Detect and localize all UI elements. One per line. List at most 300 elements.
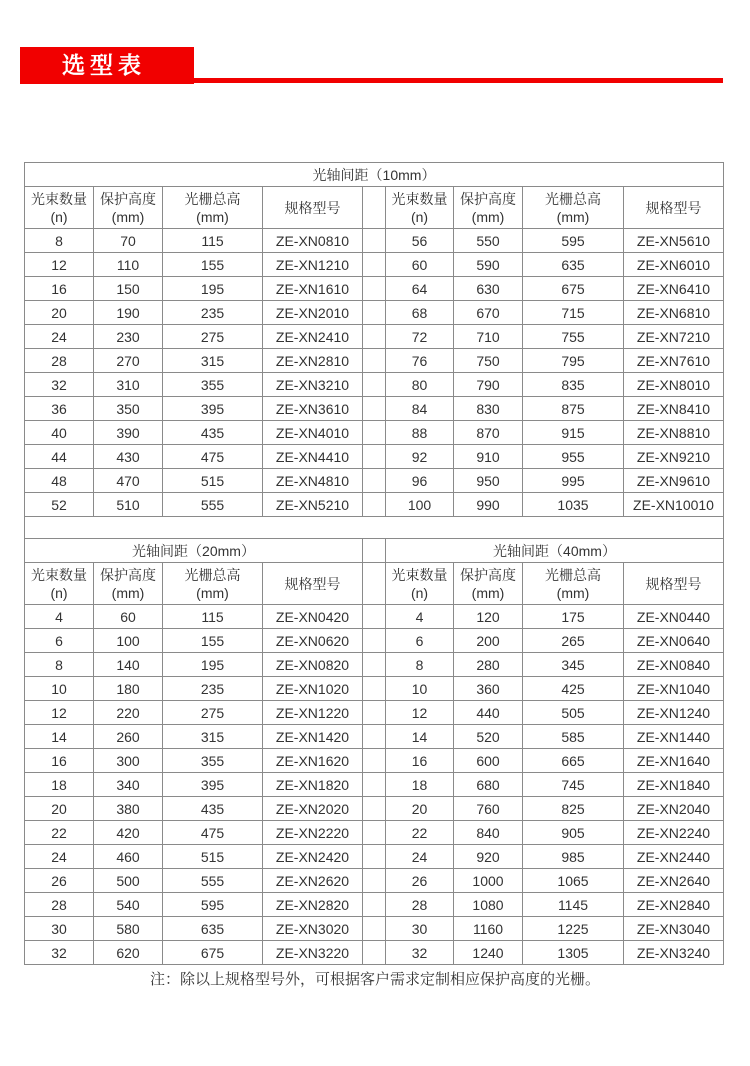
- header-total-height: [523, 187, 624, 229]
- header-model: [624, 563, 724, 605]
- header-model: [263, 187, 363, 229]
- total-height-cell: 155: [163, 629, 263, 653]
- header-label: 光栅总高: [184, 190, 241, 207]
- table-row: [25, 677, 724, 701]
- table-row: [25, 845, 724, 869]
- gap-cell: [363, 373, 386, 397]
- beam-count-cell: 72: [386, 325, 454, 349]
- header-label: 光栅总高: [184, 566, 241, 583]
- table-row: [25, 797, 724, 821]
- total-height-cell: 435: [163, 421, 263, 445]
- beam-count-cell: 30: [386, 917, 454, 941]
- protect-height-cell: 470: [94, 469, 163, 493]
- protect-height-cell: 190: [94, 301, 163, 325]
- table-row: [25, 701, 724, 725]
- beam-count-cell: 10: [25, 677, 94, 701]
- model-cell: ZE-XN2410: [263, 325, 363, 349]
- section-row-10mm: [25, 163, 724, 187]
- gap-cell: [363, 277, 386, 301]
- total-height-cell: 635: [523, 253, 624, 277]
- model-cell: ZE-XN8810: [624, 421, 724, 445]
- beam-count-cell: 22: [25, 821, 94, 845]
- beam-count-cell: 20: [386, 797, 454, 821]
- table-row: [25, 325, 724, 349]
- protect-height-cell: 950: [454, 469, 523, 493]
- spacer-cell: [25, 517, 724, 539]
- section-title-40mm: 光轴间距（40mm）: [386, 539, 724, 563]
- gap-cell: [363, 773, 386, 797]
- beam-count-cell: 10: [386, 677, 454, 701]
- gap-cell: [363, 821, 386, 845]
- beam-count-cell: 4: [386, 605, 454, 629]
- protect-height-cell: 990: [454, 493, 523, 517]
- total-height-cell: 1305: [523, 941, 624, 965]
- gap-cell: [363, 749, 386, 773]
- model-cell: ZE-XN2010: [263, 301, 363, 325]
- beam-count-cell: 56: [386, 229, 454, 253]
- total-height-cell: 115: [163, 605, 263, 629]
- total-height-cell: 795: [523, 349, 624, 373]
- total-height-cell: 195: [163, 653, 263, 677]
- header-unit: (mm): [196, 208, 229, 225]
- total-height-cell: 395: [163, 773, 263, 797]
- model-cell: ZE-XN2040: [624, 797, 724, 821]
- protect-height-cell: 140: [94, 653, 163, 677]
- header-label: 规格型号: [645, 575, 702, 592]
- model-cell: ZE-XN1820: [263, 773, 363, 797]
- model-cell: ZE-XN2020: [263, 797, 363, 821]
- protect-height-cell: 380: [94, 797, 163, 821]
- header-unit: (mm): [471, 584, 505, 601]
- header-unit: (mm): [196, 584, 229, 601]
- gap-cell: [363, 187, 386, 229]
- gap-cell: [363, 869, 386, 893]
- protect-height-cell: 870: [454, 421, 523, 445]
- model-cell: ZE-XN0810: [263, 229, 363, 253]
- protect-height-cell: 510: [94, 493, 163, 517]
- beam-count-cell: 12: [386, 701, 454, 725]
- gap-cell: [363, 349, 386, 373]
- gap-cell: [363, 653, 386, 677]
- gap-cell: [363, 229, 386, 253]
- model-cell: ZE-XN5610: [624, 229, 724, 253]
- header-label: 规格型号: [284, 575, 341, 592]
- header-label: 保护高度: [460, 566, 516, 583]
- gap-cell: [363, 725, 386, 749]
- total-height-cell: 175: [523, 605, 624, 629]
- protect-height-cell: 620: [94, 941, 163, 965]
- model-cell: ZE-XN2420: [263, 845, 363, 869]
- total-height-cell: 675: [163, 941, 263, 965]
- protect-height-cell: 390: [94, 421, 163, 445]
- beam-count-cell: 12: [25, 701, 94, 725]
- table-row: [25, 653, 724, 677]
- header-unit: (mm): [111, 584, 145, 601]
- total-height-cell: 475: [163, 445, 263, 469]
- protect-height-cell: 60: [94, 605, 163, 629]
- beam-count-cell: 80: [386, 373, 454, 397]
- gap-cell: [363, 301, 386, 325]
- total-height-cell: 505: [523, 701, 624, 725]
- protect-height-cell: 430: [94, 445, 163, 469]
- beam-count-cell: 36: [25, 397, 94, 421]
- total-height-cell: 315: [163, 349, 263, 373]
- model-cell: ZE-XN3220: [263, 941, 363, 965]
- model-cell: ZE-XN4010: [263, 421, 363, 445]
- header-model: [624, 187, 724, 229]
- header-unit: (n): [50, 208, 68, 225]
- model-cell: ZE-XN4810: [263, 469, 363, 493]
- protect-height-cell: 420: [94, 821, 163, 845]
- protect-height-cell: 540: [94, 893, 163, 917]
- model-cell: ZE-XN2820: [263, 893, 363, 917]
- gap-cell: [363, 677, 386, 701]
- header-label: 规格型号: [284, 199, 341, 216]
- gap-cell: [363, 629, 386, 653]
- beam-count-cell: 24: [386, 845, 454, 869]
- beam-count-cell: 84: [386, 397, 454, 421]
- total-height-cell: 875: [523, 397, 624, 421]
- model-cell: ZE-XN0420: [263, 605, 363, 629]
- header-label: 保护高度: [460, 190, 516, 207]
- beam-count-cell: 8: [386, 653, 454, 677]
- header-unit: (mm): [111, 208, 145, 225]
- beam-count-cell: 14: [25, 725, 94, 749]
- model-cell: ZE-XN2640: [624, 869, 724, 893]
- protect-height-cell: 1240: [454, 941, 523, 965]
- beam-count-cell: 28: [25, 349, 94, 373]
- total-height-cell: 715: [523, 301, 624, 325]
- model-cell: ZE-XN1620: [263, 749, 363, 773]
- beam-count-cell: 88: [386, 421, 454, 445]
- header-label: 光束数量: [391, 566, 448, 583]
- gap-cell: [363, 701, 386, 725]
- beam-count-cell: 92: [386, 445, 454, 469]
- protect-height-cell: 260: [94, 725, 163, 749]
- protect-height-cell: 280: [454, 653, 523, 677]
- total-height-cell: 345: [523, 653, 624, 677]
- protect-height-cell: 310: [94, 373, 163, 397]
- protect-height-cell: 1160: [454, 917, 523, 941]
- gap-cell: [363, 421, 386, 445]
- total-height-cell: 915: [523, 421, 624, 445]
- header-beam-count: [386, 563, 454, 605]
- total-height-cell: 1065: [523, 869, 624, 893]
- protect-height-cell: 230: [94, 325, 163, 349]
- protect-height-cell: 360: [454, 677, 523, 701]
- total-height-cell: 115: [163, 229, 263, 253]
- section-title-20mm: 光轴间距（20mm）: [25, 539, 363, 563]
- beam-count-cell: 32: [25, 373, 94, 397]
- total-height-cell: 905: [523, 821, 624, 845]
- beam-count-cell: 4: [25, 605, 94, 629]
- beam-count-cell: 6: [25, 629, 94, 653]
- beam-count-cell: 16: [386, 749, 454, 773]
- header-row: [25, 563, 724, 605]
- model-cell: ZE-XN5210: [263, 493, 363, 517]
- total-height-cell: 235: [163, 301, 263, 325]
- beam-count-cell: 26: [386, 869, 454, 893]
- beam-count-cell: 44: [25, 445, 94, 469]
- header-beam-count: [25, 187, 94, 229]
- table-row: [25, 749, 724, 773]
- model-cell: ZE-XN7610: [624, 349, 724, 373]
- table-row: [25, 301, 724, 325]
- beam-count-cell: 14: [386, 725, 454, 749]
- total-height-cell: 745: [523, 773, 624, 797]
- page-title: 选型表: [20, 47, 194, 84]
- model-cell: ZE-XN0820: [263, 653, 363, 677]
- total-height-cell: 355: [163, 749, 263, 773]
- model-cell: ZE-XN1220: [263, 701, 363, 725]
- protect-height-cell: 220: [94, 701, 163, 725]
- total-height-cell: 475: [163, 821, 263, 845]
- gap-cell: [363, 325, 386, 349]
- header-total-height: [163, 563, 263, 605]
- protect-height-cell: 750: [454, 349, 523, 373]
- beam-count-cell: 28: [386, 893, 454, 917]
- beam-count-cell: 18: [25, 773, 94, 797]
- model-cell: ZE-XN4410: [263, 445, 363, 469]
- protect-height-cell: 300: [94, 749, 163, 773]
- table-row: [25, 277, 724, 301]
- header-protect-height: [94, 187, 163, 229]
- model-cell: ZE-XN3610: [263, 397, 363, 421]
- protect-height-cell: 920: [454, 845, 523, 869]
- beam-count-cell: 24: [25, 325, 94, 349]
- beam-count-cell: 20: [25, 797, 94, 821]
- protect-height-cell: 460: [94, 845, 163, 869]
- model-cell: ZE-XN2840: [624, 893, 724, 917]
- gap-cell: [363, 845, 386, 869]
- header-beam-count: [386, 187, 454, 229]
- total-height-cell: 755: [523, 325, 624, 349]
- beam-count-cell: 68: [386, 301, 454, 325]
- header-protect-height: [94, 563, 163, 605]
- table-row: [25, 605, 724, 629]
- beam-count-cell: 22: [386, 821, 454, 845]
- protect-height-cell: 440: [454, 701, 523, 725]
- header-row: [25, 187, 724, 229]
- total-height-cell: 585: [523, 725, 624, 749]
- model-cell: ZE-XN2810: [263, 349, 363, 373]
- model-cell: ZE-XN0840: [624, 653, 724, 677]
- beam-count-cell: 52: [25, 493, 94, 517]
- selection-table: [24, 162, 724, 965]
- beam-count-cell: 30: [25, 917, 94, 941]
- protect-height-cell: 520: [454, 725, 523, 749]
- gap-cell: [363, 469, 386, 493]
- gap-cell: [363, 563, 386, 605]
- footnote: 注：除以上规格型号外，可根据客户需求定制相应保护高度的光栅。: [149, 971, 600, 988]
- beam-count-cell: 32: [25, 941, 94, 965]
- beam-count-cell: 76: [386, 349, 454, 373]
- protect-height-cell: 790: [454, 373, 523, 397]
- table-row: [25, 469, 724, 493]
- total-height-cell: 275: [163, 325, 263, 349]
- model-cell: ZE-XN0440: [624, 605, 724, 629]
- beam-count-cell: 60: [386, 253, 454, 277]
- gap-cell: [363, 445, 386, 469]
- total-height-cell: 985: [523, 845, 624, 869]
- model-cell: ZE-XN2240: [624, 821, 724, 845]
- table-row: [25, 445, 724, 469]
- beam-count-cell: 48: [25, 469, 94, 493]
- header-unit: (n): [50, 584, 68, 601]
- total-height-cell: 195: [163, 277, 263, 301]
- table-row: [25, 493, 724, 517]
- total-height-cell: 265: [523, 629, 624, 653]
- total-height-cell: 665: [523, 749, 624, 773]
- gap-cell: [363, 605, 386, 629]
- total-height-cell: 425: [523, 677, 624, 701]
- beam-count-cell: 26: [25, 869, 94, 893]
- spacer-row: [25, 517, 724, 539]
- model-cell: ZE-XN1440: [624, 725, 724, 749]
- protect-height-cell: 350: [94, 397, 163, 421]
- gap-cell: [363, 797, 386, 821]
- beam-count-cell: 16: [25, 277, 94, 301]
- table-row: [25, 821, 724, 845]
- model-cell: ZE-XN9610: [624, 469, 724, 493]
- model-cell: ZE-XN1840: [624, 773, 724, 797]
- header-unit: (mm): [556, 208, 590, 225]
- protect-height-cell: 670: [454, 301, 523, 325]
- model-cell: ZE-XN0640: [624, 629, 724, 653]
- beam-count-cell: 12: [25, 253, 94, 277]
- beam-count-cell: 18: [386, 773, 454, 797]
- section-row-20-40mm: [25, 539, 724, 563]
- protect-height-cell: 830: [454, 397, 523, 421]
- title-underline: [194, 78, 723, 83]
- protect-height-cell: 580: [94, 917, 163, 941]
- table-row: [25, 941, 724, 965]
- total-height-cell: 435: [163, 797, 263, 821]
- total-height-cell: 515: [163, 469, 263, 493]
- header-unit: (n): [410, 208, 429, 225]
- header-total-height: [163, 187, 263, 229]
- protect-height-cell: 200: [454, 629, 523, 653]
- total-height-cell: 595: [163, 893, 263, 917]
- total-height-cell: 555: [163, 869, 263, 893]
- header-unit: (mm): [556, 584, 590, 601]
- gap-cell: [363, 397, 386, 421]
- total-height-cell: 995: [523, 469, 624, 493]
- model-cell: ZE-XN8410: [624, 397, 724, 421]
- beam-count-cell: 24: [25, 845, 94, 869]
- gap-cell: [363, 917, 386, 941]
- total-height-cell: 635: [163, 917, 263, 941]
- protect-height-cell: 590: [454, 253, 523, 277]
- gap-cell: [363, 493, 386, 517]
- protect-height-cell: 110: [94, 253, 163, 277]
- table-row: [25, 869, 724, 893]
- protect-height-cell: 630: [454, 277, 523, 301]
- model-cell: ZE-XN1240: [624, 701, 724, 725]
- header-model: [263, 563, 363, 605]
- total-height-cell: 835: [523, 373, 624, 397]
- protect-height-cell: 910: [454, 445, 523, 469]
- model-cell: ZE-XN1640: [624, 749, 724, 773]
- gap-cell: [363, 941, 386, 965]
- table-row: [25, 397, 724, 421]
- beam-count-cell: 8: [25, 229, 94, 253]
- total-height-cell: 825: [523, 797, 624, 821]
- protect-height-cell: 840: [454, 821, 523, 845]
- total-height-cell: 555: [163, 493, 263, 517]
- model-cell: ZE-XN1610: [263, 277, 363, 301]
- beam-count-cell: 28: [25, 893, 94, 917]
- model-cell: ZE-XN2440: [624, 845, 724, 869]
- header-label: 光束数量: [31, 566, 87, 583]
- header-label: 光束数量: [391, 190, 448, 207]
- model-cell: ZE-XN9210: [624, 445, 724, 469]
- table-row: [25, 421, 724, 445]
- header-unit: (n): [410, 584, 429, 601]
- gap-cell: [363, 539, 386, 563]
- gap-cell: [363, 893, 386, 917]
- beam-count-cell: 40: [25, 421, 94, 445]
- section-title-10mm: 光轴间距（10mm）: [25, 163, 724, 187]
- model-cell: ZE-XN8010: [624, 373, 724, 397]
- header-label: 光束数量: [31, 190, 87, 207]
- protect-height-cell: 70: [94, 229, 163, 253]
- table-row: [25, 773, 724, 797]
- header-label: 保护高度: [100, 190, 156, 207]
- beam-count-cell: 100: [386, 493, 454, 517]
- model-cell: ZE-XN1040: [624, 677, 724, 701]
- table-row: [25, 893, 724, 917]
- total-height-cell: 235: [163, 677, 263, 701]
- header-label: 规格型号: [645, 199, 702, 216]
- protect-height-cell: 150: [94, 277, 163, 301]
- table-row: [25, 629, 724, 653]
- total-height-cell: 275: [163, 701, 263, 725]
- model-cell: ZE-XN1210: [263, 253, 363, 277]
- model-cell: ZE-XN10010: [624, 493, 724, 517]
- total-height-cell: 515: [163, 845, 263, 869]
- protect-height-cell: 710: [454, 325, 523, 349]
- header-label: 光栅总高: [545, 190, 601, 207]
- total-height-cell: 395: [163, 397, 263, 421]
- total-height-cell: 595: [523, 229, 624, 253]
- beam-count-cell: 32: [386, 941, 454, 965]
- total-height-cell: 1035: [523, 493, 624, 517]
- model-cell: ZE-XN0620: [263, 629, 363, 653]
- table-row: [25, 229, 724, 253]
- table-row: [25, 725, 724, 749]
- beam-count-cell: 20: [25, 301, 94, 325]
- protect-height-cell: 340: [94, 773, 163, 797]
- beam-count-cell: 8: [25, 653, 94, 677]
- total-height-cell: 355: [163, 373, 263, 397]
- model-cell: ZE-XN2220: [263, 821, 363, 845]
- protect-height-cell: 270: [94, 349, 163, 373]
- protect-height-cell: 1000: [454, 869, 523, 893]
- protect-height-cell: 500: [94, 869, 163, 893]
- model-cell: ZE-XN6410: [624, 277, 724, 301]
- total-height-cell: 955: [523, 445, 624, 469]
- table-row: [25, 917, 724, 941]
- beam-count-cell: 96: [386, 469, 454, 493]
- header-beam-count: [25, 563, 94, 605]
- header-protect-height: [454, 563, 523, 605]
- protect-height-cell: 760: [454, 797, 523, 821]
- model-cell: ZE-XN3040: [624, 917, 724, 941]
- table-row: [25, 253, 724, 277]
- model-cell: ZE-XN3240: [624, 941, 724, 965]
- beam-count-cell: 16: [25, 749, 94, 773]
